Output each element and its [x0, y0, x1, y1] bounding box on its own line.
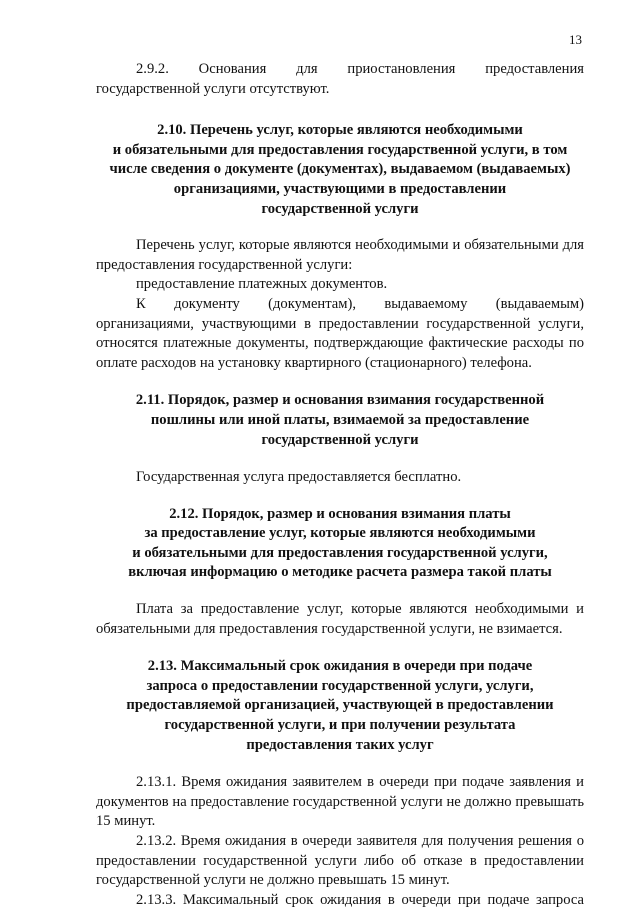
paragraph-2-10-3: К документу (документам), выдаваемому (выдаваемым) организациями, участвующими в предоставлении государственной услуги, относятся платежные документы, подтверждающие фактические расходы по оплате расходов на установку квартирного (стационарного) телефона.: [96, 295, 584, 371]
paragraph-2-9-2-line2: государственной услуги отсутствуют.: [96, 80, 330, 97]
heading-line: государственной услуги: [261, 200, 419, 217]
heading-2-10: [96, 121, 584, 219]
heading-2-11: [96, 391, 584, 450]
heading-line: запроса о предоставлении государственной услуги, услуги,: [146, 677, 534, 694]
paragraph-2-10-1: Перечень услуг, которые являются необходимыми и обязательными для предоставления государственной услуги:: [96, 237, 584, 273]
heading-line: предоставляемой организацией, участвующей в предоставлении: [126, 697, 554, 714]
heading-line: числе сведения о документе (документах), выдаваемом (выдаваемых): [109, 161, 571, 178]
heading-line: 2.11. Порядок, размер и основания взимания государственной: [135, 392, 545, 409]
heading-line: и обязательными для предоставления государственной услуги, в том: [112, 141, 568, 158]
heading-line: предоставления таких услуг: [246, 736, 434, 753]
page-number: 13: [569, 32, 582, 47]
heading-line: государственной услуги: [261, 431, 419, 448]
heading-line: пошлины или иной платы, взимаемой за предоставление: [150, 411, 530, 428]
paragraph-2-13-1: 2.13.1. Время ожидания заявителем в очереди при подаче заявления и документов на предоставление государственной услуги не должно превышать 15 минут.: [96, 774, 584, 830]
paragraph-2-11-1: Государственная услуга предоставляется бесплатно.: [136, 469, 462, 486]
heading-line: 2.12. Порядок, размер и основания взимания платы: [169, 505, 511, 522]
heading-line: государственной услуги, и при получении результата: [164, 717, 516, 734]
paragraph-2-12-1: Плата за предоставление услуг, которые являются необходимыми и обязательными для предоставления государственной услуги, не взимается.: [96, 601, 584, 637]
heading-2-13: [96, 657, 584, 755]
paragraph-2-10-2: предоставление платежных документов.: [136, 276, 388, 293]
paragraph-2-13-3: 2.13.3. Максимальный срок ожидания в очереди при подаче запроса: [136, 891, 584, 908]
heading-line: 2.10. Перечень услуг, которые являются необходимыми: [157, 122, 523, 139]
heading-line: и обязательными для предоставления государственной услуги,: [132, 544, 548, 561]
page-content: [96, 60, 584, 910]
heading-line: включая информацию о методике расчета размера такой платы: [128, 564, 552, 581]
heading-line: 2.13. Максимальный срок ожидания в очереди при подаче: [147, 658, 533, 675]
paragraph-2-9-2-line1: 2.9.2. Основания для приостановления предоставления: [136, 61, 584, 77]
heading-2-12: [96, 505, 584, 583]
heading-line: организациями, участвующими в предоставлении: [173, 180, 507, 197]
heading-line: за предоставление услуг, которые являются необходимыми: [144, 525, 536, 542]
paragraph-2-13-2: 2.13.2. Время ожидания в очереди заявителя для получения решения о предоставлении государственной услуги либо об отказе в предоставлении государственной услуги не должно превышать 15 минут.: [96, 833, 584, 889]
